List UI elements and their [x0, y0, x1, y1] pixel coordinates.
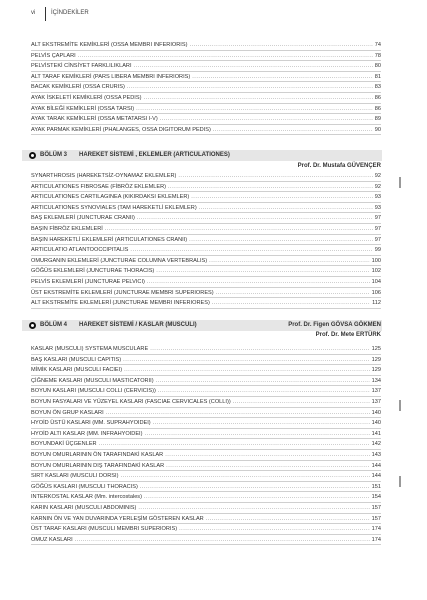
- dot-leader: [143, 93, 372, 103]
- toc-entry-title: HYOİD ALTI KASLAR (MM. INFRAHYOIDEI): [31, 430, 143, 437]
- toc-entry-title: GÖĞÜS KASLARI (MUSCULI THORACIS): [31, 483, 138, 490]
- toc-entry-page: 143: [371, 451, 381, 458]
- toc-entry-title: AYAK BİLEĞİ KEMİKLERİ (OSSA TARSI): [31, 105, 135, 112]
- toc-entry: [31, 266, 381, 277]
- toc-entry: [31, 524, 381, 535]
- toc-entry: [31, 51, 381, 62]
- toc-entry-page: 93: [374, 204, 381, 211]
- chapter-4-title: HAREKET SİSTEMİ / KASLAR (MUSCULI): [79, 322, 197, 328]
- dot-leader: [158, 386, 370, 396]
- toc-entry-title: BAŞ EKLEMLERİ (JUNCTURAE CRANII): [31, 215, 135, 222]
- dot-leader: [233, 397, 370, 407]
- chapter-bullet-icon: [29, 152, 36, 159]
- toc-entry-page: 106: [371, 289, 381, 296]
- toc-entry-page: 90: [374, 126, 381, 133]
- dot-leader: [124, 365, 370, 375]
- toc-entry-page: 99: [374, 247, 381, 254]
- toc-entry-page: 154: [371, 494, 381, 501]
- toc-entry-title: ARTICULATIONES FIBROSAE (FİBRÖZ EKLEMLER): [31, 183, 166, 190]
- toc-entry: [31, 429, 381, 440]
- dot-leader: [144, 492, 370, 502]
- toc-entry: [31, 514, 381, 525]
- toc-entry-title: BAŞ KASLARI (MUSCULI CAPITIS): [31, 356, 122, 363]
- toc-entry: [31, 355, 381, 366]
- toc-block-2: [31, 171, 381, 309]
- toc-entry: [31, 203, 381, 214]
- toc-entry-title: KARNIN ÖN VE YAN DUVARINDA YERLEŞİM GÖSTEREN KASLAR: [31, 515, 204, 522]
- toc-entry: [31, 277, 381, 288]
- toc-entry-title: BOYUN OMURLARININ DIŞ TARAFINDAKİ KASLAR: [31, 462, 165, 469]
- toc-entry-title: AYAK TARAK KEMİKLERİ (OSSA METATARSI I-V): [31, 116, 158, 123]
- chapter-3-author: Prof. Dr. Mustafa GÜVENÇER: [297, 163, 381, 169]
- dot-leader: [209, 256, 370, 266]
- toc-entry-title: BOYUNDAKİ ÜÇGENLER: [31, 441, 97, 448]
- toc-entry-page: 140: [371, 420, 381, 427]
- chapter-4-label: BÖLÜM 4: [40, 322, 67, 328]
- toc-entry: [31, 298, 381, 309]
- toc-entry-page: 74: [374, 42, 381, 48]
- dot-leader: [140, 482, 370, 492]
- toc-entry-title: KASLAR (MUSCULI) SYSTEMA MUSCULARE: [31, 346, 149, 352]
- toc-entry-title: ALT EKSTREMİTE EKLEMLERİ (JUNCTURAE MEMBRI INFERIORES): [31, 300, 210, 307]
- toc-entry: [31, 461, 381, 472]
- toc-entry-title: BAŞIN FİBRÖZ EKLEMLERİ: [31, 225, 103, 232]
- toc-entry: [31, 288, 381, 299]
- toc-entry: [31, 418, 381, 429]
- toc-entry-title: ARTICULATIONES CARTILAGINEA (KIKIRDAKSI EKLEMLER): [31, 194, 190, 201]
- dot-leader: [179, 524, 370, 534]
- toc-entry: [31, 492, 381, 503]
- toc-entry-title: GÖĞÜS EKLEMLERİ (JUNCTURAE THORACIS): [31, 268, 155, 275]
- chapter-3-heading: [31, 150, 381, 161]
- toc-entry: [31, 397, 381, 408]
- toc-entry-page: 144: [371, 473, 381, 480]
- toc-entry: [31, 344, 381, 355]
- toc-entry-page: 80: [374, 63, 381, 70]
- toc-entry-page: 100: [371, 257, 381, 264]
- toc-entry-page: 92: [374, 183, 381, 190]
- toc-entry-page: 92: [374, 173, 381, 179]
- dot-leader: [99, 439, 370, 449]
- chapter-bullet-icon: [29, 322, 36, 329]
- toc-entry: [31, 114, 381, 125]
- dot-leader: [120, 471, 369, 481]
- toc-entry-title: ARTICULATIONES SYNOVIALES (TAM HAREKETLİ EKLEMLER): [31, 204, 197, 211]
- toc-entry: [31, 245, 381, 256]
- toc-entry-title: BOYUN KASLARI (MUSCULI COLLI (CERVICIS)): [31, 388, 156, 395]
- toc-entry-title: ÜST TARAF KASLARI (MUSCULI MEMBRI SUPERIORIS): [31, 526, 178, 533]
- toc-entry-page: 97: [374, 215, 381, 222]
- toc-entry: [31, 104, 381, 115]
- toc-entry-page: 137: [371, 398, 381, 405]
- dot-leader: [134, 61, 373, 71]
- toc-entry: [31, 439, 381, 450]
- toc-entry-page: 144: [371, 462, 381, 469]
- toc-entry: [31, 125, 381, 136]
- dot-leader: [166, 461, 370, 471]
- toc-entry: [31, 256, 381, 267]
- toc-entry-title: PELVİS EKLEMLERİ (JUNCTURAE PELVICI): [31, 278, 145, 285]
- dot-leader: [150, 344, 369, 354]
- toc-entry-title: ÜST EKSTREMİTE EKLEMLERİ (JUNCTURAE MEMBRI SUPERIORES): [31, 289, 214, 296]
- toc-entry-page: 174: [371, 526, 381, 533]
- toc-entry-title: ÇİĞNEME KASLARI (MUSCULI MASTICATORII): [31, 377, 154, 384]
- toc-entry: [31, 192, 381, 203]
- dot-leader: [138, 503, 369, 513]
- toc-entry-title: INTERKOSTAL KASLAR (Mm. intercostales): [31, 494, 142, 501]
- toc-block-3: [31, 344, 381, 545]
- toc-entry: [31, 213, 381, 224]
- toc-entry: [31, 40, 381, 51]
- toc-entry-title: BOYUN ÖN GRUP KASLARI: [31, 409, 104, 416]
- toc-entry-page: 174: [371, 536, 381, 543]
- dot-leader: [192, 72, 373, 82]
- dot-leader: [153, 418, 370, 428]
- dot-leader: [75, 535, 370, 545]
- toc-entry-title: MİMİK KASLARI (MUSCULI FACIEI): [31, 367, 123, 374]
- toc-entry-title: ARTICULATIO ATLANTOOCCIPITALIS: [31, 247, 129, 254]
- toc-entry-title: BAŞIN HAREKETLİ EKLEMLERİ (ARTICULATIONES CRANII): [31, 236, 188, 243]
- toc-entry-page: 104: [371, 278, 381, 285]
- toc-entry: [31, 61, 381, 72]
- toc-entry-page: 142: [371, 441, 381, 448]
- toc-entry: [31, 482, 381, 493]
- dot-leader: [189, 235, 373, 245]
- toc-entry-title: PELVİSTEKİ CİNSİYET FARKLILIKLARI: [31, 63, 132, 70]
- dot-leader: [156, 376, 370, 386]
- toc-entry-page: 93: [374, 194, 381, 201]
- toc-entry: [31, 72, 381, 83]
- dot-leader: [78, 51, 373, 61]
- toc-entry-title: KARIN KASLARI (MUSCULI ABDOMINIS): [31, 504, 137, 511]
- chapter-4-author: Prof. Dr. Figen GÖVSA GÖKMEN: [288, 322, 381, 328]
- toc-entry: [31, 471, 381, 482]
- toc-entry: [31, 224, 381, 235]
- toc-entry-page: 137: [371, 388, 381, 395]
- dot-leader: [156, 266, 369, 276]
- dot-leader: [136, 104, 373, 114]
- toc-entry-page: 157: [371, 504, 381, 511]
- chapter-3-label: BÖLÜM 3: [40, 152, 67, 158]
- toc-entry: [31, 376, 381, 387]
- toc-entry-title: BOYUN OMURLARININ ÖN TARAFINDAKİ KASLAR: [31, 451, 164, 458]
- toc-entry-title: HYOİD ÜSTÜ KASLARI (MM. SUPRAHYOIDEI): [31, 420, 151, 427]
- dot-leader: [144, 429, 369, 439]
- toc-entry: [31, 93, 381, 104]
- toc-entry: [31, 235, 381, 246]
- chapter-4-heading: [31, 320, 381, 331]
- toc-entry: [31, 535, 381, 546]
- dot-leader: [106, 408, 370, 418]
- dot-leader: [206, 514, 370, 524]
- toc-entry-page: 89: [374, 116, 381, 123]
- toc-entry-page: 151: [371, 483, 381, 490]
- toc-entry-page: 97: [374, 225, 381, 232]
- dot-leader: [189, 40, 372, 50]
- page-number: vi: [31, 10, 36, 16]
- toc-entry: [31, 82, 381, 93]
- dot-leader: [147, 277, 370, 287]
- toc-entry: [31, 182, 381, 193]
- toc-entry-title: BACAK KEMİKLERİ (OSSA CRURIS): [31, 84, 125, 91]
- toc-entry-title: ALT TARAF KEMİKLERİ (PARS LIBERA MEMBRI INFERIORIS): [31, 73, 191, 80]
- margin-tab-marker: [399, 177, 401, 188]
- header-divider: [45, 7, 46, 21]
- dot-leader: [127, 82, 373, 92]
- toc-entry-title: SIRT KASLARI (MUSCULI DORSI): [31, 473, 119, 480]
- toc-entry-page: 140: [371, 409, 381, 416]
- toc-entry-page: 125: [371, 346, 381, 352]
- toc-entry-title: ALT EKSTREMİTE KEMİKLERİ (OSSA MEMBRI INFERIORIS): [31, 42, 188, 48]
- dot-leader: [165, 450, 369, 460]
- dot-leader: [168, 182, 373, 192]
- toc-entry-page: 129: [371, 367, 381, 374]
- toc-entry-page: 78: [374, 52, 381, 59]
- toc-entry-page: 86: [374, 105, 381, 112]
- dot-leader: [199, 203, 373, 213]
- toc-block-1: [31, 40, 381, 135]
- margin-tab-marker: [399, 400, 401, 411]
- dot-leader: [160, 114, 373, 124]
- toc-entry-page: 134: [371, 377, 381, 384]
- toc-entry-page: 112: [372, 300, 381, 307]
- toc-entry-title: AYAK İSKELETİ KEMİKLERİ (OSSA PEDIS): [31, 94, 142, 101]
- toc-entry: [31, 408, 381, 419]
- toc-entry: [31, 386, 381, 397]
- chapter-3-title: HAREKET SİSTEMİ , EKLEMLER (ARTICULATIONES): [79, 152, 230, 158]
- toc-entry-page: 83: [374, 84, 381, 91]
- dot-leader: [178, 171, 372, 181]
- toc-entry-page: 97: [374, 236, 381, 243]
- toc-entry-title: AYAK PARMAK KEMİKLERİ (PHALANGES, OSSA DIGITORUM PEDIS): [31, 126, 211, 133]
- toc-entry-title: PELVİS ÇAPLARI: [31, 52, 76, 59]
- dot-leader: [213, 125, 373, 135]
- margin-tab-marker: [399, 476, 401, 487]
- toc-entry-title: OMUZ KASLARI: [31, 536, 73, 543]
- toc-entry-page: 157: [371, 515, 381, 522]
- dot-leader: [130, 245, 372, 255]
- toc-entry-page: 102: [371, 268, 381, 275]
- toc-entry: [31, 450, 381, 461]
- toc-entry-page: 141: [371, 430, 381, 437]
- dot-leader: [123, 355, 370, 365]
- dot-leader: [216, 288, 370, 298]
- toc-entry-title: BOYUN FASYALARI VE YÜZEYEL KASLARI (FASCIAE CERVICALES (COLLI)): [31, 398, 231, 405]
- dot-leader: [137, 213, 373, 223]
- chapter-4-author-2: Prof. Dr. Mete ERTÜRK: [315, 332, 381, 338]
- dot-leader: [105, 224, 373, 234]
- toc-entry-title: SYNARTHROSIS (HAREKETSİZ-OYNAMAZ EKLEMLER): [31, 173, 177, 179]
- dot-leader: [191, 192, 373, 202]
- toc-entry: [31, 503, 381, 514]
- toc-entry: [31, 171, 381, 182]
- toc-entry-page: 81: [374, 73, 381, 80]
- toc-entry-page: 129: [371, 356, 381, 363]
- toc-entry-page: 86: [374, 94, 381, 101]
- header-title: İÇİNDEKİLER: [51, 10, 89, 16]
- toc-entry: [31, 365, 381, 376]
- toc-entry-title: OMURGANIN EKLEMLERİ (JUNCTURAE COLUMNA VERTEBRALIS): [31, 257, 208, 264]
- dot-leader: [212, 298, 370, 308]
